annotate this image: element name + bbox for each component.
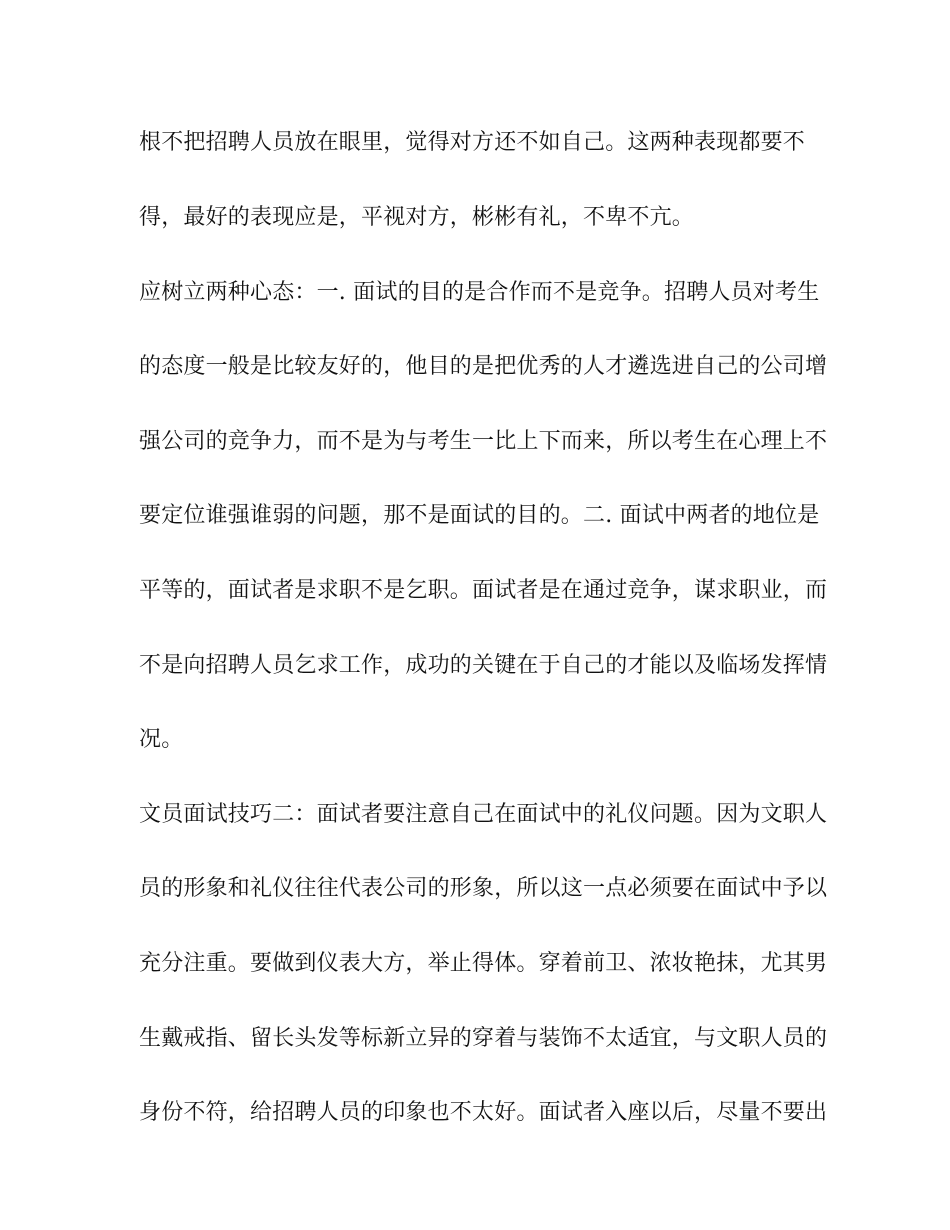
text-line: 应树立两种心态：一. 面试的目的是合作而不是竞争。招聘人员对考生 [139, 280, 820, 305]
text-line: 充分注重。要做到仪表大方，举止得体。穿着前卫、浓妆艳抹，尤其男 [139, 951, 828, 976]
text-line: 平等的，面试者是求职不是乞职。面试者是在通过竞争，谋求职业，而 [139, 578, 828, 603]
text-line: 不是向招聘人员乞求工作，成功的关键在于自己的才能以及临场发挥情 [139, 653, 828, 678]
text-line: 文员面试技巧二：面试者要注意自己在面试中的礼仪问题。因为文职人 [139, 802, 828, 827]
text-line: 况。 [139, 727, 184, 752]
text-line: 强公司的竞争力，而不是为与考生一比上下而来，所以考生在心理上不 [139, 429, 828, 454]
text-line: 员的形象和礼仪往往代表公司的形象，所以这一点必须要在面试中予以 [139, 876, 828, 901]
text-line: 根不把招聘人员放在眼里，觉得对方还不如自己。这两种表现都要不 [139, 130, 806, 155]
text-line: 生戴戒指、留长头发等标新立异的穿着与装饰不太适宜，与文职人员的 [139, 1026, 828, 1051]
text-line: 要定位谁强谁弱的问题，那不是面试的目的。二. 面试中两者的地位是 [139, 503, 820, 528]
text-line: 的态度一般是比较友好的，他目的是把优秀的人才遴选进自己的公司增 [139, 354, 828, 379]
text-line: 身份不符，给招聘人员的印象也不太好。面试者入座以后，尽量不要出 [139, 1100, 828, 1125]
text-line: 得，最好的表现应是，平视对方，彬彬有礼，不卑不亢。 [139, 205, 695, 230]
